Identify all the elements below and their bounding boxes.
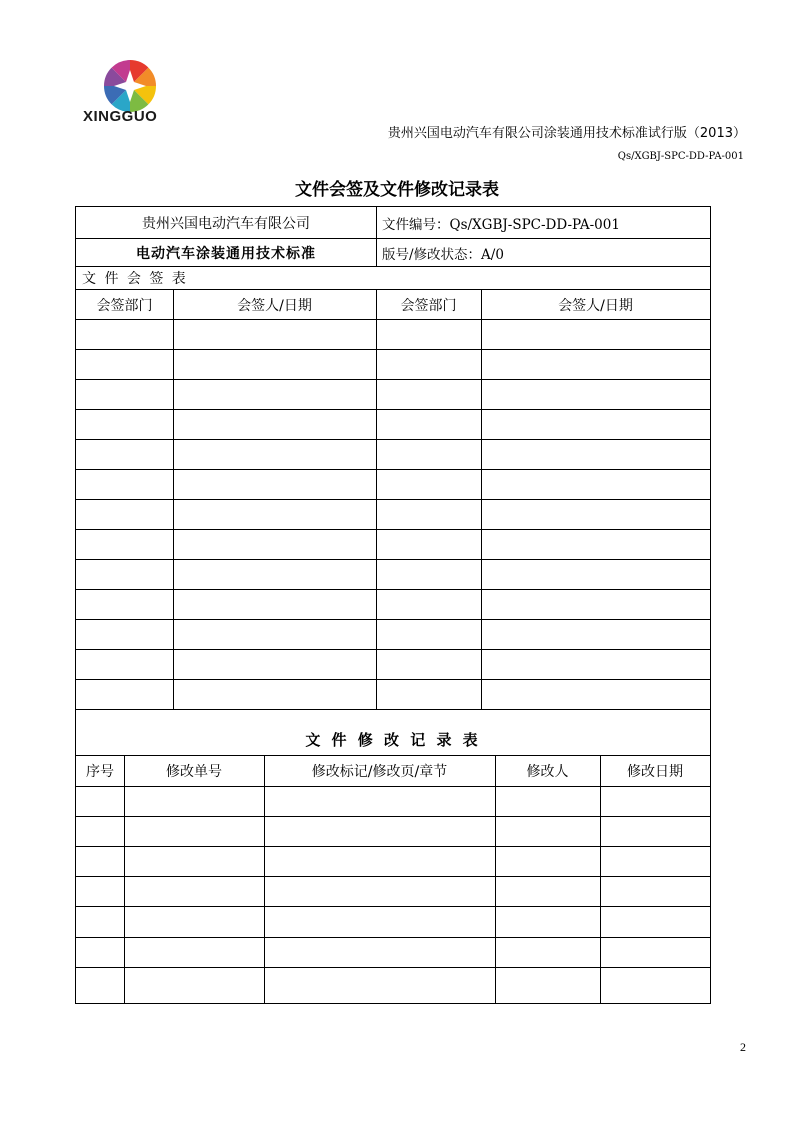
grid-hline <box>75 937 711 938</box>
page-number: 2 <box>740 1040 746 1054</box>
grid-hline <box>75 379 711 380</box>
grid-hline <box>75 967 711 968</box>
grid-hline <box>75 709 711 710</box>
grid-vline <box>600 755 601 1003</box>
page-title: 文件会签及文件修改记录表 <box>295 180 499 200</box>
grid-hline <box>75 238 711 239</box>
revision-col-reviser: 修改人 <box>526 764 569 780</box>
grid-vline <box>495 755 496 1003</box>
grid-hline <box>75 289 711 290</box>
grid-hline <box>75 559 711 560</box>
grid-vline <box>376 206 377 266</box>
form-table <box>75 206 711 1004</box>
revision-col-seq: 序号 <box>86 764 114 780</box>
grid-vline <box>124 755 125 1003</box>
grid-vline <box>173 289 174 709</box>
grid-hline <box>75 589 711 590</box>
signoff-section-title: 文 件 会 签 表 <box>82 271 188 287</box>
revision-col-mark: 修改标记/修改页/章节 <box>311 764 448 780</box>
grid-hline <box>75 649 711 650</box>
signoff-col-signer-2: 会签人/日期 <box>558 297 633 314</box>
signoff-col-dept-2: 会签部门 <box>400 297 457 314</box>
grid-hline <box>75 816 711 817</box>
grid-hline <box>75 439 711 440</box>
grid-hline <box>75 619 711 620</box>
grid-hline <box>75 755 711 756</box>
grid-hline <box>75 906 711 907</box>
grid-hline <box>75 529 711 530</box>
grid-hline <box>75 469 711 470</box>
grid-hline <box>75 409 711 410</box>
revision-section-title: 文 件 修 改 记 录 表 <box>305 730 481 749</box>
standard-name-cell: 电动汽车涂装通用技术标准 <box>136 246 316 262</box>
revision-col-order-no: 修改单号 <box>166 764 222 780</box>
header-doc-title: 贵州兴国电动汽车有限公司涂装通用技术标准试行版（2013） <box>387 126 746 141</box>
grid-vline <box>376 289 377 709</box>
grid-hline <box>75 846 711 847</box>
revision-col-date: 修改日期 <box>627 764 683 780</box>
grid-hline <box>75 876 711 877</box>
grid-hline <box>75 499 711 500</box>
grid-vline <box>264 755 265 1003</box>
grid-vline <box>481 289 482 709</box>
doc-number-cell: 文件编号：Qs/XGBJ-SPC-DD-PA-001 <box>382 217 620 233</box>
grid-hline <box>75 349 711 350</box>
grid-hline <box>75 319 711 320</box>
version-cell: 版号/修改状态：A/0 <box>382 247 504 263</box>
company-name-cell: 贵州兴国电动汽车有限公司 <box>142 216 310 232</box>
signoff-col-dept-1: 会签部门 <box>96 297 153 314</box>
logo-wordmark: XINGGUO <box>83 108 158 125</box>
grid-hline <box>75 786 711 787</box>
signoff-col-signer-1: 会签人/日期 <box>237 297 312 314</box>
header-doc-code: Qs/XGBJ-SPC-DD-PA-001 <box>617 151 744 162</box>
grid-hline <box>75 266 711 267</box>
grid-hline <box>75 679 711 680</box>
